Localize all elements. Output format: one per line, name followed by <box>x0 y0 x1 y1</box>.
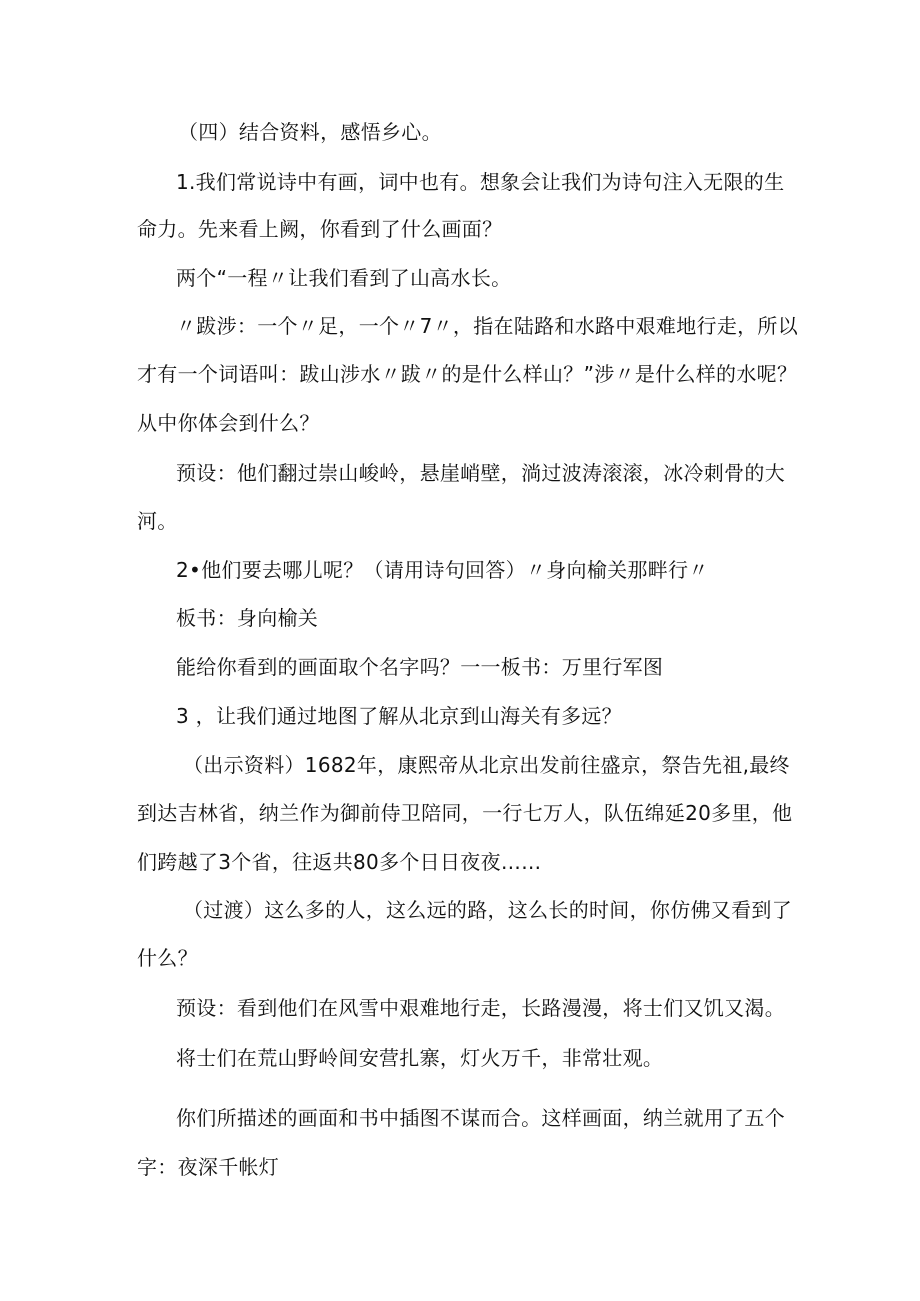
paragraph-line: 板书：身向榆关 <box>176 606 319 630</box>
paragraph-line: 字：夜深千帐灯 <box>137 1155 280 1179</box>
paragraph-line: 将士们在荒山野岭间安营扎寨，灯火万千，非常壮观。 <box>176 1046 664 1070</box>
paragraph-line: 能给你看到的画面取个名字吗？一一板书：万里行军图 <box>176 655 664 679</box>
paragraph-line: 2•他们要去哪儿呢？（请用诗句回答）〃身向榆关那畔行〃 <box>176 558 709 582</box>
paragraph-line: 3 ，让我们通过地图了解从北京到山海关有多远？ <box>176 704 622 728</box>
section-heading: （四）结合资料，感悟乡心。 <box>178 120 442 144</box>
paragraph-line: 你们所描述的画面和书中插图不谋而合。这样画面，纳兰就用了五个 <box>176 1106 785 1130</box>
paragraph-line: 河。 <box>137 509 178 533</box>
paragraph-line: 预设：他们翻过崇山峻岭，悬崖峭壁，淌过波涛滚滚，冰冷刺骨的大 <box>176 461 785 485</box>
paragraph-line: 到达吉林省，纳兰作为御前侍卫陪同，一行七万人，队伍绵延20多里，他 <box>137 801 793 825</box>
paragraph-line: 两个“一程〃让我们看到了山高水长。 <box>176 266 512 290</box>
paragraph-line: 1.我们常说诗中有画，词中也有。想象会让我们为诗句注入无限的生 <box>176 170 785 194</box>
paragraph-line: 才有一个词语叫：跋山涉水〃跋〃的是什么样山？”涉〃是什么样的水呢？ <box>137 362 798 386</box>
paragraph-line: 什么？ <box>137 946 198 970</box>
paragraph-line: 们跨越了3个省，往返共80多个日日夜夜…… <box>137 850 542 874</box>
paragraph-line: 〃跋涉：一个〃足，一个〃7〃，指在陆路和水路中艰难地行走，所以 <box>176 314 799 338</box>
paragraph-line: 预设：看到他们在风雪中艰难地行走，长路漫漫，将士们又饥又渴。 <box>176 996 785 1020</box>
paragraph-line: 从中你体会到什么？ <box>137 411 320 435</box>
paragraph-line: （出示资料）1682年，康熙帝从北京出发前往盛京，祭告先祖,最终 <box>183 753 790 777</box>
paragraph-line: （过渡）这么多的人，这么远的路，这么长的时间，你仿佛又看到了 <box>183 898 792 922</box>
paragraph-line: 命力。先来看上阙，你看到了什么画面？ <box>137 217 503 241</box>
